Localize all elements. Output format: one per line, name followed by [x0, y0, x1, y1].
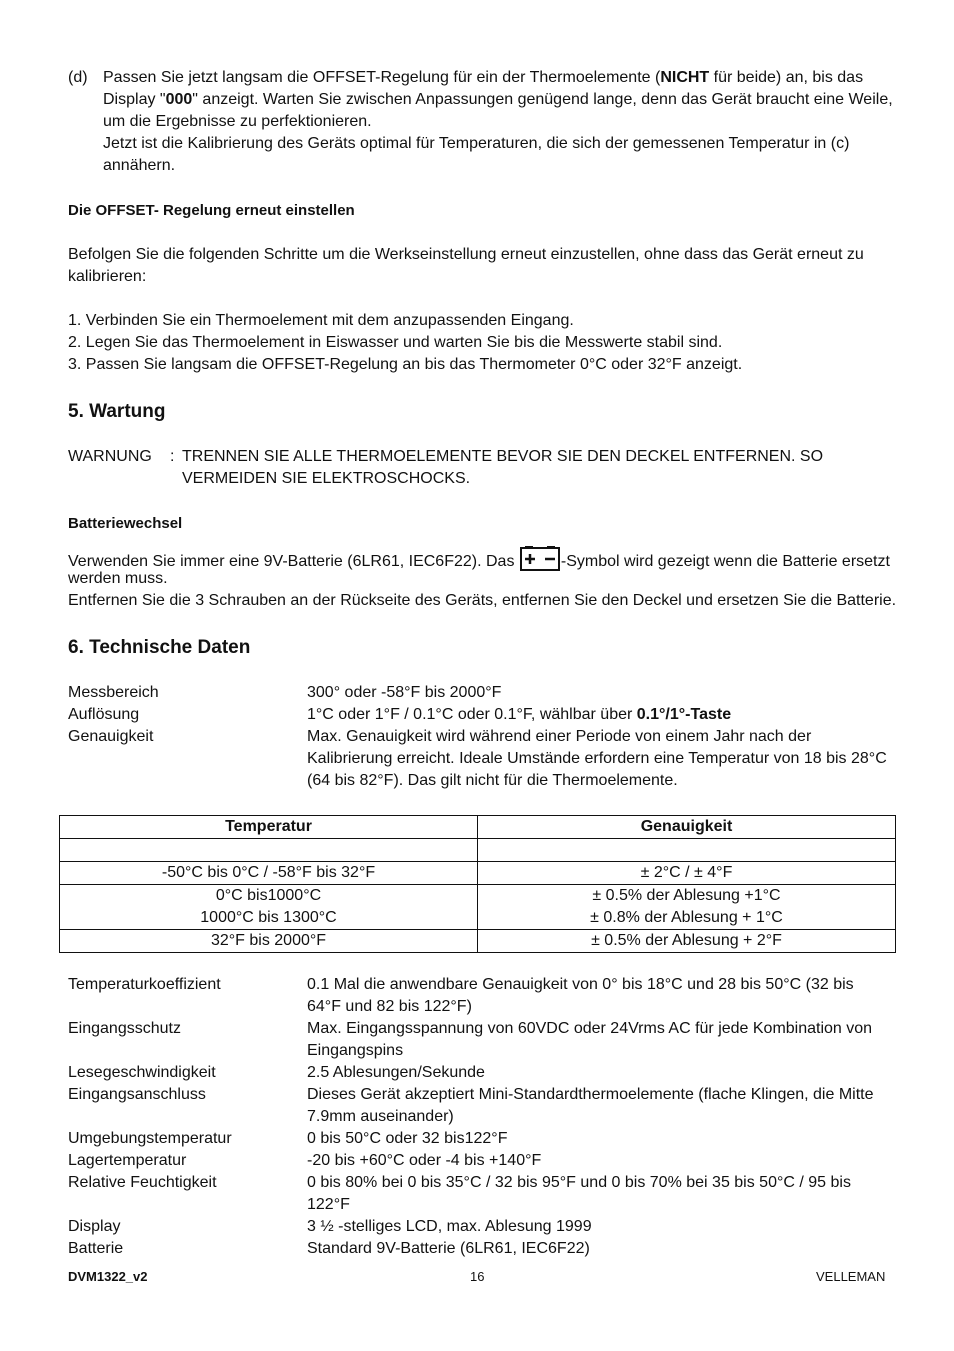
battery-text-2: werden muss.: [68, 570, 168, 587]
spec-label: Genauigkeit: [68, 728, 154, 745]
spec-label: Batterie: [68, 1240, 124, 1257]
battery-text-1: [68, 546, 890, 579]
battery-text-3: Entfernen Sie die 3 Schrauben an der Rückseite des Geräts, entfernen Sie den Deckel und ersetzen Sie die Batterie.: [68, 592, 897, 609]
step-d-text: Display ": [103, 91, 166, 108]
battery-icon: [520, 546, 560, 579]
table-cell: ± 2°C / ± 4°F: [478, 862, 896, 885]
offset-step-1: 1. Verbinden Sie ein Thermoelement mit dem anzupassenden Eingang.: [68, 312, 574, 329]
spec-label: Eingangsanschluss: [68, 1086, 206, 1103]
table-cell: 32°F bis 2000°F: [60, 930, 478, 953]
step-d-line-1: [103, 67, 863, 89]
table-cell: 0°C bis1000°C 1000°C bis 1300°C: [60, 885, 478, 930]
battery-text-1a: Verwenden Sie immer eine 9V-Batterie (6LR61, IEC6F22). Das: [68, 553, 519, 570]
table-cell: ± 0.5% der Ablesung + 2°F: [478, 930, 896, 953]
footer-brand: VELLEMAN: [816, 1269, 886, 1284]
table-header-cell: Genauigkeit: [478, 816, 896, 839]
table-header-row: [60, 816, 896, 839]
spec-value: Dieses Gerät akzeptiert Mini-Standardthermoelemente (flache Klingen, die Mitte 7.9mm auseinander): [307, 1086, 874, 1125]
spec-value: 3 ½ -stelliges LCD, max. Ablesung 1999: [307, 1218, 592, 1235]
offset-step-3: 3. Passen Sie langsam die OFFSET-Regelung an bis das Thermometer 0°C oder 32°F anzeigt.: [68, 356, 743, 373]
table-header-cell: Temperatur: [60, 816, 478, 839]
step-d-line-3: um die Ergebnisse zu perfektionieren.: [103, 113, 372, 130]
step-d-line-4: Jetzt ist die Kalibrierung des Geräts optimal für Temperaturen, die sich der gemessenen Temperatur in (c): [103, 135, 850, 152]
spec-value: -20 bis +60°C oder -4 bis +140°F: [307, 1152, 542, 1169]
spec-value: Max. Genauigkeit wird während einer Periode von einem Jahr nach der Kalibrierung erreicht. Ideale Umstände erfordern eine Temperatur von 18 bis 28°C (64 bis 82°F). Das gilt nicht für die Thermoelemente.: [307, 728, 887, 789]
step-d-marker: (d): [68, 69, 88, 86]
battery-text-1b: -Symbol wird gezeigt wenn die Batterie ersetzt: [560, 553, 890, 570]
footer-doc-id: DVM1322_v2: [68, 1269, 148, 1284]
spec-label: Display: [68, 1218, 121, 1235]
table-cell: [60, 839, 478, 862]
spec-value-bold: 0.1°/1°-Taste: [636, 706, 732, 723]
spec-value: [307, 704, 897, 726]
spec-value: Standard 9V-Batterie (6LR61, IEC6F22): [307, 1240, 590, 1257]
spec-label: Lesegeschwindigkeit: [68, 1064, 216, 1081]
offset-step-2: 2. Legen Sie das Thermoelement in Eiswasser und warten Sie bis die Messwerte stabil sind.: [68, 334, 723, 351]
step-d-text: " anzeigt. Warten Sie zwischen Anpassungen genügend lange, denn das Gerät braucht eine Weile,: [192, 91, 893, 108]
section-heading-wartung: 5. Wartung: [68, 401, 166, 422]
offset-reset-intro-2: kalibrieren:: [68, 268, 147, 285]
step-d-line-5: annähern.: [103, 157, 176, 174]
table-row: [60, 839, 896, 862]
spec-label: Auflösung: [68, 706, 140, 723]
table-row: [60, 885, 896, 930]
step-d-bold: 000: [165, 91, 193, 108]
spec-label: Lagertemperatur: [68, 1152, 187, 1169]
warning-colon: :: [170, 448, 175, 465]
spec-value: 0 bis 50°C oder 32 bis122°F: [307, 1130, 508, 1147]
spec-label: Eingangsschutz: [68, 1020, 181, 1037]
spec-value-text: 1°C oder 1°F / 0.1°C oder 0.1°F, wählbar über: [307, 706, 637, 723]
spec-value: 0.1 Mal die anwendbare Genauigkeit von 0° bis 18°C und 28 bis 50°C (32 bis 64°F und 82 bis 122°F): [307, 976, 854, 1015]
warning-text-2: VERMEIDEN SIE ELEKTROSCHOCKS.: [182, 470, 471, 487]
spec-label: Temperaturkoeffizient: [68, 976, 221, 993]
spec-label: Relative Feuchtigkeit: [68, 1174, 217, 1191]
section-heading-technische-daten: 6. Technische Daten: [68, 637, 251, 658]
spec-label: Messbereich: [68, 684, 159, 701]
warning-label: WARNUNG: [68, 448, 152, 465]
step-d-text: Passen Sie jetzt langsam die OFFSET-Regelung für ein der Thermoelemente (: [103, 69, 661, 86]
spec-value: Max. Eingangsspannung von 60VDC oder 24Vrms AC für jede Kombination von Eingangspins: [307, 1020, 873, 1059]
battery-heading: Batteriewechsel: [68, 515, 183, 532]
accuracy-table: [59, 815, 896, 953]
step-d-text: für beide) an, bis das: [709, 69, 864, 86]
footer-page-number: 16: [470, 1269, 485, 1284]
step-d-line-2: [103, 89, 893, 111]
step-d-bold: NICHT: [660, 69, 710, 86]
table-cell: [478, 839, 896, 862]
offset-reset-intro-1: Befolgen Sie die folgenden Schritte um die Werkseinstellung erneut einzustellen, ohne dass das Gerät erneut zu: [68, 246, 864, 263]
spec-label: Umgebungstemperatur: [68, 1130, 232, 1147]
spec-value: 2.5 Ablesungen/Sekunde: [307, 1064, 485, 1081]
warning-text-1: TRENNEN SIE ALLE THERMOELEMENTE BEVOR SIE DEN DECKEL ENTFERNEN. SO: [182, 448, 824, 465]
table-row: [60, 930, 896, 953]
table-row: [60, 862, 896, 885]
spec-value: 0 bis 80% bei 0 bis 35°C / 32 bis 95°F und 0 bis 70% bei 35 bis 50°C / 95 bis 122°F: [307, 1174, 851, 1213]
offset-reset-heading: Die OFFSET- Regelung erneut einstellen: [68, 202, 355, 219]
table-cell: -50°C bis 0°C / -58°F bis 32°F: [60, 862, 478, 885]
spec-value: 300° oder -58°F bis 2000°F: [307, 684, 502, 701]
table-cell: ± 0.5% der Ablesung +1°C ± 0.8% der Ablesung + 1°C: [478, 885, 896, 930]
